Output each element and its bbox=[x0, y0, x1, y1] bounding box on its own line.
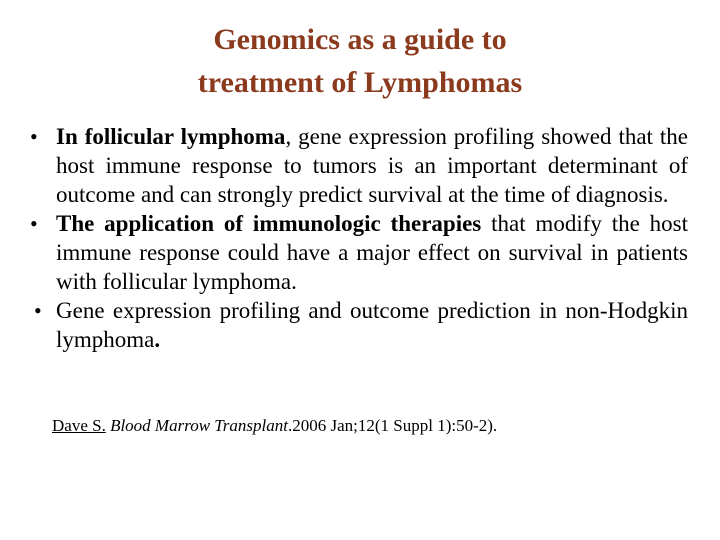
bullet-text: that modify the host immune response could have a major effect on survival in patients with follicular lymphoma. bbox=[56, 211, 688, 294]
bullet-text: Gene expression profiling and outcome prediction in non-Hodgkin lymphoma bbox=[56, 298, 688, 352]
bullet-list bbox=[30, 122, 688, 354]
bullet-item bbox=[30, 122, 688, 209]
title-line-1: Genomics as a guide to bbox=[213, 23, 507, 56]
bullet-text: , gene expression profiling showed that the host immune response to tumors is an important determinant of outcome and can strongly predict survival at the time of diagnosis. bbox=[56, 124, 688, 207]
bullet-bold-period: . bbox=[154, 327, 161, 352]
citation-journal: Blood Marrow Transplant bbox=[110, 416, 288, 435]
bullet-item bbox=[30, 296, 688, 354]
citation bbox=[52, 414, 672, 438]
citation-author-link[interactable]: Dave S. bbox=[52, 416, 106, 435]
title-line-2: treatment of Lymphomas bbox=[197, 66, 523, 99]
bullet-item bbox=[30, 209, 688, 296]
bullet-dot-icon: • bbox=[30, 211, 38, 236]
bullet-bold-text: The application of immunologic therapies bbox=[56, 211, 482, 236]
citation-details: .2006 Jan;12(1 Suppl 1):50-2). bbox=[287, 416, 498, 435]
bullet-bold-text: In follicular lymphoma bbox=[56, 124, 286, 149]
bullet-dot-icon: • bbox=[34, 298, 42, 323]
slide-title bbox=[60, 18, 660, 104]
bullet-dot-icon: • bbox=[30, 124, 38, 149]
